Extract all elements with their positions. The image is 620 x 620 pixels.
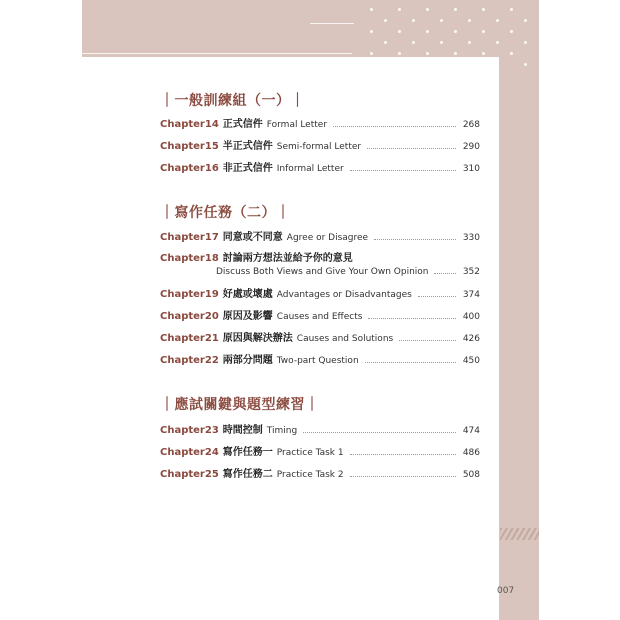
decorative-dot — [426, 52, 429, 55]
chapter-title-zh: 同意或不同意 — [222, 232, 283, 243]
decorative-dot — [398, 52, 401, 55]
dot-leader — [303, 432, 456, 433]
decorative-dot — [482, 30, 485, 33]
decorative-dot — [454, 8, 457, 11]
decorative-dot — [482, 52, 485, 55]
decorative-dot — [370, 30, 373, 33]
page-ref: 486 — [462, 448, 480, 458]
chapter-title-en: Agree or Disagree — [286, 233, 369, 243]
decorative-dot — [524, 63, 527, 66]
decorative-dot — [370, 8, 373, 11]
chapter-number: Chapter20 — [160, 311, 219, 322]
decorative-dot — [510, 52, 513, 55]
decorative-dot — [454, 52, 457, 55]
chapter-number: Chapter25 — [160, 469, 219, 480]
dot-leader — [418, 296, 456, 297]
chapter-number: Chapter19 — [160, 289, 219, 300]
decorative-dot — [510, 8, 513, 11]
decorative-dot — [412, 41, 415, 44]
decorative-dot — [370, 52, 373, 55]
chapter-title-zh: 寫作任務一 — [222, 447, 273, 458]
toc-entry[interactable] — [160, 228, 480, 243]
dot-leader — [333, 126, 456, 127]
section-title: ｜寫作任務（二）｜ — [160, 205, 291, 221]
decorative-line — [82, 53, 352, 54]
toc-entry[interactable] — [160, 465, 480, 480]
chapter-title-en: Semi-formal Letter — [276, 142, 362, 152]
dot-leader — [367, 148, 456, 149]
page-ref: 426 — [462, 334, 480, 344]
page-ref: 508 — [462, 470, 480, 480]
chapter-number: Chapter18 — [160, 253, 219, 264]
chapter-title-zh: 討論兩方想法並給予你的意見 — [222, 253, 353, 264]
toc-entry[interactable] — [160, 307, 480, 322]
section-title: ｜應試關鍵與題型練習｜ — [160, 397, 320, 413]
chapter-number: Chapter17 — [160, 232, 219, 243]
toc-entry[interactable] — [160, 159, 480, 174]
decorative-dot — [454, 30, 457, 33]
chapter-title-zh: 好處或壞處 — [222, 289, 273, 300]
chapter-number: Chapter23 — [160, 425, 219, 436]
chapter-number: Chapter14 — [160, 119, 219, 130]
page-ref: 290 — [462, 142, 480, 152]
chapter-title-en: Practice Task 1 — [276, 448, 344, 458]
toc-section — [160, 91, 480, 111]
dot-leader — [365, 362, 456, 363]
chapter-number: Chapter24 — [160, 447, 219, 458]
decorative-dot — [426, 30, 429, 33]
decorative-dot — [496, 41, 499, 44]
decorative-stripes — [500, 528, 539, 540]
decorative-dot — [468, 41, 471, 44]
toc-entry[interactable] — [160, 285, 480, 300]
chapter-title-zh: 半正式信件 — [222, 141, 273, 152]
dot-leader — [399, 340, 456, 341]
page-ref: 330 — [462, 233, 480, 243]
chapter-title-en: Advantages or Disadvantages — [276, 290, 412, 300]
chapter-title-zh: 時間控制 — [222, 425, 263, 436]
page-ref: 352 — [462, 267, 480, 277]
chapter-title-en: Discuss Both Views and Give Your Own Opinion — [216, 267, 429, 277]
decorative-dot — [510, 30, 513, 33]
toc-entry[interactable] — [160, 421, 480, 436]
toc-entry[interactable] — [160, 137, 480, 152]
chapter-title-zh: 寫作任務二 — [222, 469, 273, 480]
chapter-number: Chapter16 — [160, 163, 219, 174]
decorative-dot — [384, 41, 387, 44]
toc-entry[interactable] — [160, 443, 480, 458]
decorative-dot — [496, 19, 499, 22]
page-ref: 400 — [462, 312, 480, 322]
dot-leader — [368, 318, 456, 319]
decorative-dot — [468, 19, 471, 22]
chapter-title-en: Causes and Solutions — [296, 334, 394, 344]
chapter-title-en: Formal Letter — [266, 120, 328, 130]
chapter-number: Chapter22 — [160, 355, 219, 366]
dot-leader — [350, 476, 456, 477]
dot-leader — [434, 273, 456, 274]
decorative-dot — [482, 8, 485, 11]
page-ref: 450 — [462, 356, 480, 366]
decorative-dot — [398, 8, 401, 11]
decorative-dot — [524, 19, 527, 22]
decorative-dot — [412, 19, 415, 22]
chapter-title-zh: 正式信件 — [222, 119, 263, 130]
chapter-title-en: Timing — [266, 426, 298, 436]
chapter-title-en: Practice Task 2 — [276, 470, 344, 480]
chapter-title-zh: 原因及影響 — [222, 311, 273, 322]
page-ref: 474 — [462, 426, 480, 436]
chapter-number: Chapter15 — [160, 141, 219, 152]
page-ref: 268 — [462, 120, 480, 130]
toc-entry[interactable] — [160, 351, 480, 366]
page-ref: 310 — [462, 164, 480, 174]
dot-leader — [350, 170, 456, 171]
chapter-title-zh: 非正式信件 — [222, 163, 273, 174]
dot-leader — [350, 454, 456, 455]
chapter-title-zh: 兩部分問題 — [222, 355, 273, 366]
chapter-number: Chapter21 — [160, 333, 219, 344]
page-ref: 374 — [462, 290, 480, 300]
decorative-dot — [440, 41, 443, 44]
page-number: 007 — [497, 586, 515, 596]
decorative-line — [310, 23, 354, 24]
chapter-title-en: Two-part Question — [276, 356, 359, 366]
decorative-dot — [398, 30, 401, 33]
toc-entry[interactable] — [160, 115, 480, 130]
section-title: ｜一般訓練組（一）｜ — [160, 93, 305, 109]
chapter-title-zh: 原因與解決辦法 — [222, 333, 293, 344]
toc-entry[interactable] — [160, 249, 480, 277]
decorative-dot — [426, 8, 429, 11]
chapter-title-en: Causes and Effects — [276, 312, 363, 322]
decorative-dot — [384, 19, 387, 22]
dot-leader — [374, 239, 456, 240]
decorative-dot — [524, 41, 527, 44]
chapter-title-en: Informal Letter — [276, 164, 344, 174]
toc-entry[interactable] — [160, 329, 480, 344]
decorative-dot — [440, 19, 443, 22]
